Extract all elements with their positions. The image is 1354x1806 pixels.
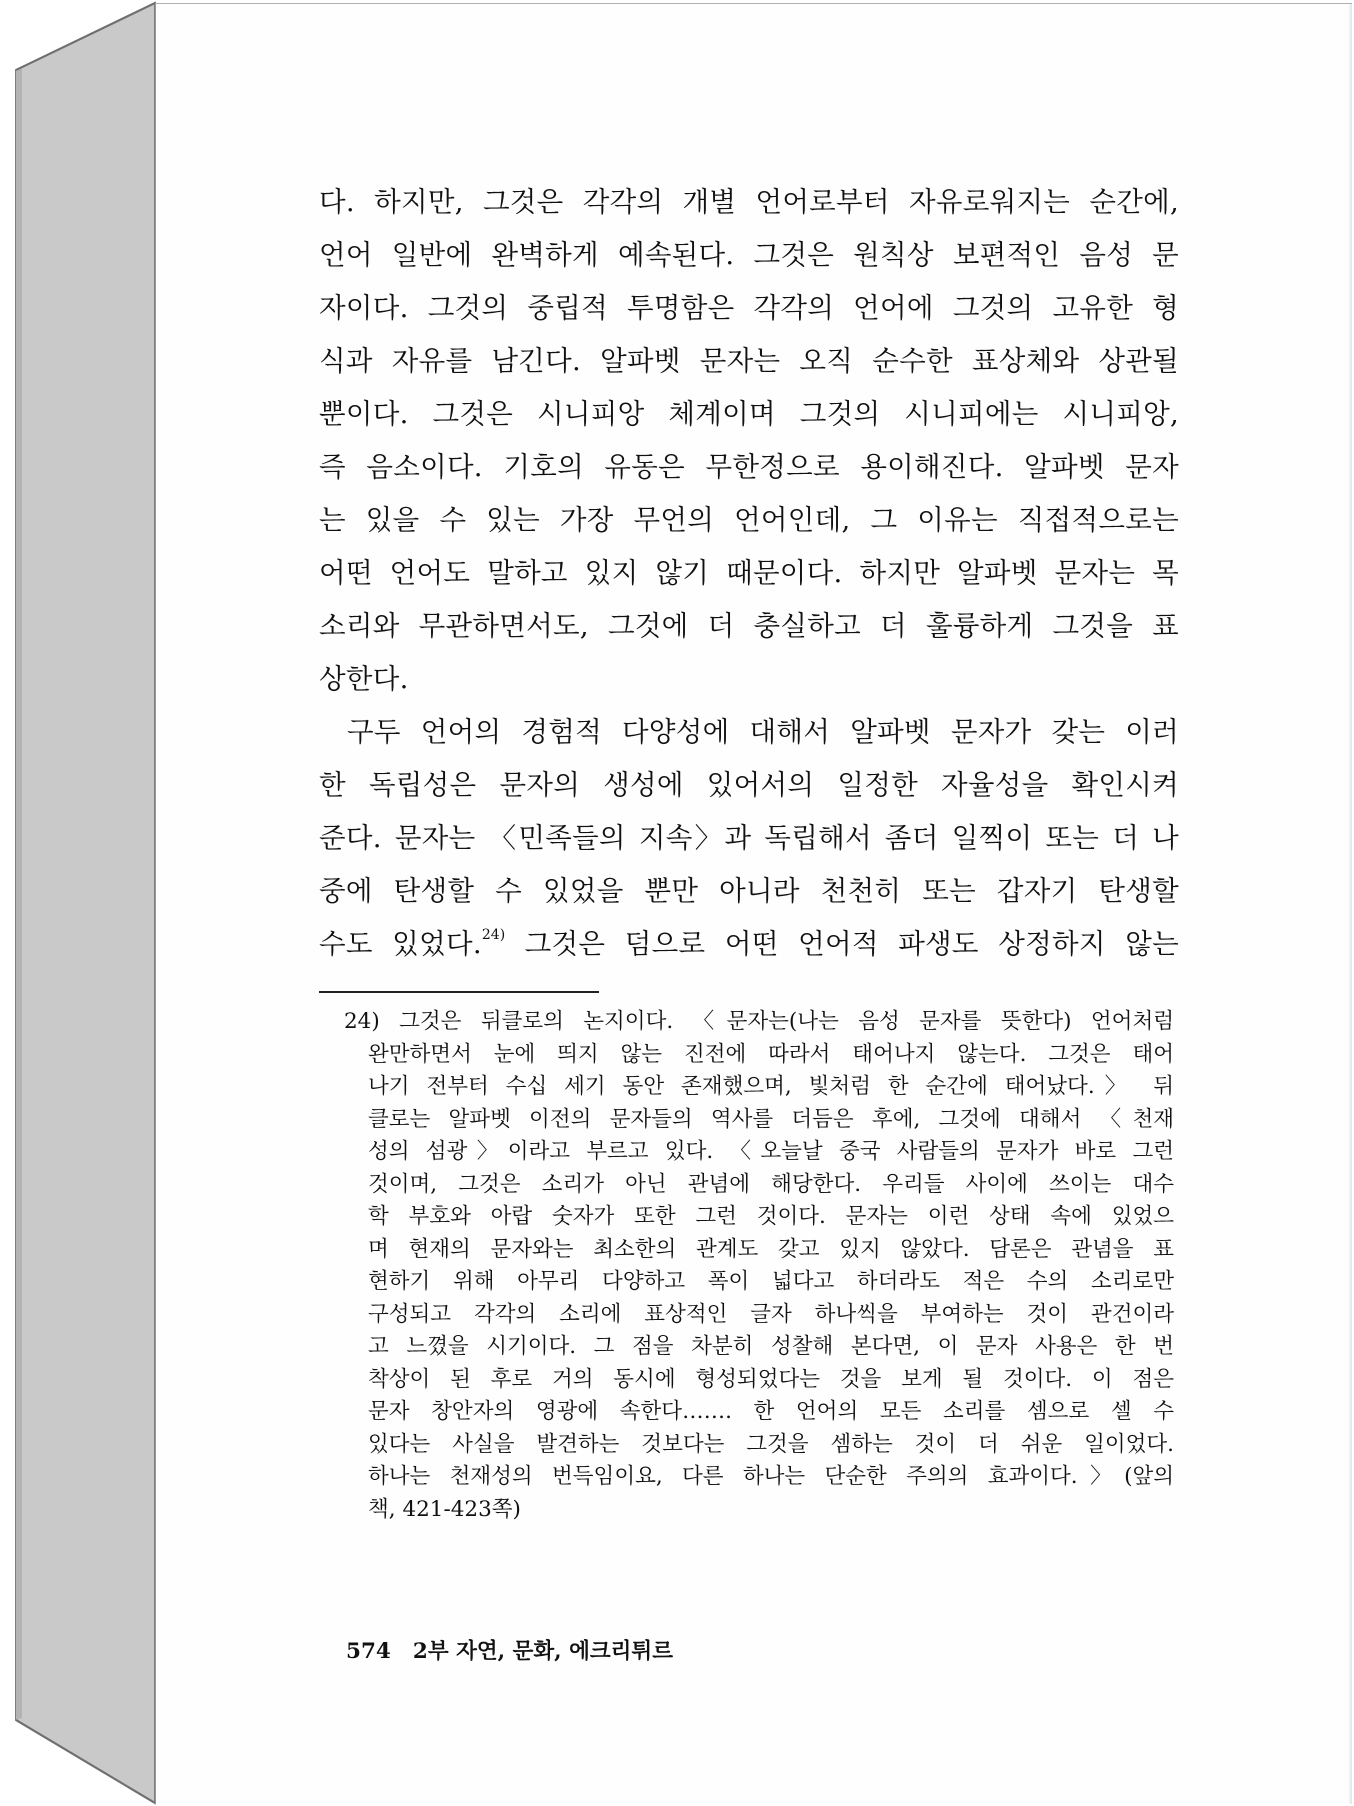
footnote-line: 나기 전부터 수십 세기 동안 존재했으며, 빛처럼 한 순간에 태어났다.〉 뒤 [368,1074,1174,1099]
body-line: 상한다. [319,663,409,695]
footnote-line: 것이며, 그것은 소리가 아닌 관념에 해당한다. 우리들 사이에 쓰이는 대수 [368,1171,1174,1197]
footnote-line: 24) 그것은 뒤클로의 논지이다. 〈문자는(나는 음성 문자를 뜻한다) 언어처럼 [344,1009,1174,1034]
footnote-line: 책, 421-423쪽) [368,1496,521,1522]
body-line: 한 독립성은 문자의 생성에 있어서의 일정한 자율성을 확인시켜 [319,769,1179,801]
body-line: 즉 음소이다. 기호의 유동은 무한정으로 용이해진다. 알파벳 문자 [319,451,1179,483]
footnote-line: 학 부호와 아랍 숫자가 또한 그런 것이다. 문자는 이런 상태 속에 있었으 [368,1204,1174,1229]
body-line [319,918,1179,971]
body-line: 구두 언어의 경험적 다양성에 대해서 알파벳 문자가 갖는 이러 [347,716,1179,748]
footnote-line: 문자 창안자의 영광에 속한다……. 한 언어의 모든 소리를 셈으로 셀 수 [368,1399,1174,1424]
body-line: 준다. 문자는 〈민족들의 지속〉과 독립해서 좀더 일찍이 또는 더 나 [319,822,1179,854]
footnote-line: 완만하면서 눈에 띄지 않는 진전에 따라서 태어나지 않는다. 그것은 태어 [368,1041,1174,1067]
body-line: 중에 탄생할 수 있었을 뿐만 아니라 천천히 또는 갑자기 탄생할 [319,875,1179,907]
running-head: 2부 자연, 문화, 에크리튀르 [412,1639,673,1664]
book-page [155,3,1352,1804]
page-edge [1348,4,1352,1804]
body-line: 자이다. 그것의 중립적 투명함은 각각의 언어에 그것의 고유한 형 [319,292,1179,324]
footnote-24 [344,1006,1174,1526]
footnote-line: 하나는 천재성의 번득임이요, 다른 하나는 단순한 주의의 효과이다.〉(앞의 [368,1464,1174,1489]
body-line: 언어 일반에 완벽하게 예속된다. 그것은 원칙상 보편적인 음성 문 [319,239,1179,271]
body-line: 소리와 무관하면서도, 그것에 더 충실하고 더 훌륭하게 그것을 표 [319,610,1179,642]
footnote-line: 착상이 된 후로 거의 동시에 형성되었다는 것을 보게 될 것이다. 이 점은 [368,1366,1174,1392]
footnote-line: 구성되고 각각의 소리에 표상적인 글자 하나씩을 부여하는 것이 관건이라 [368,1301,1174,1327]
footnote-line: 현하기 위해 아무리 다양하고 폭이 넓다고 하더라도 적은 수의 소리로만 [368,1269,1174,1294]
body-line: 는 있을 수 있는 가장 무언의 언어인데, 그 이유는 직접적으로는 [319,504,1179,536]
page-footer [346,1634,673,1665]
footnote-separator [319,991,599,993]
footnote-line: 성의 섬광〉이라고 부르고 있다. 〈오늘날 중국 사람들의 문자가 바로 그런 [368,1139,1174,1164]
main-text [319,176,1179,971]
body-line: 식과 자유를 남긴다. 알파벳 문자는 오직 순수한 표상체와 상관될 [319,345,1179,377]
page-number: 574 [346,1639,391,1664]
body-line: 다. 하지만, 그것은 각각의 개별 언어로부터 자유로워지는 순간에, [319,186,1179,218]
footnote-line: 있다는 사실을 발견하는 것보다는 그것을 셈하는 것이 더 쉬운 일이었다. [368,1431,1174,1457]
footnote-line: 며 현재의 문자와는 최소한의 관계도 갖고 있지 않았다. 담론은 관념을 표 [368,1236,1174,1262]
footnote-line: 클로는 알파벳 이전의 문자들의 역사를 더듬은 후에, 그것에 대해서 〈천재 [368,1106,1174,1132]
body-line: 어떤 언어도 말하고 있지 않기 때문이다. 하지만 알파벳 문자는 목 [319,557,1179,589]
footnote-line: 고 느꼈을 시기이다. 그 점을 차분히 성찰해 본다면, 이 문자 사용은 한 번 [368,1334,1174,1359]
body-text-fragment: 그것은 덤으로 어떤 언어적 파생도 상정하지 않는 [505,928,1179,960]
body-text-fragment: 수도 있었다. [319,928,482,960]
footnote-reference[interactable]: 24) [481,927,506,943]
body-line: 뿐이다. 그것은 시니피앙 체계이며 그것의 시니피에는 시니피앙, [319,398,1179,430]
